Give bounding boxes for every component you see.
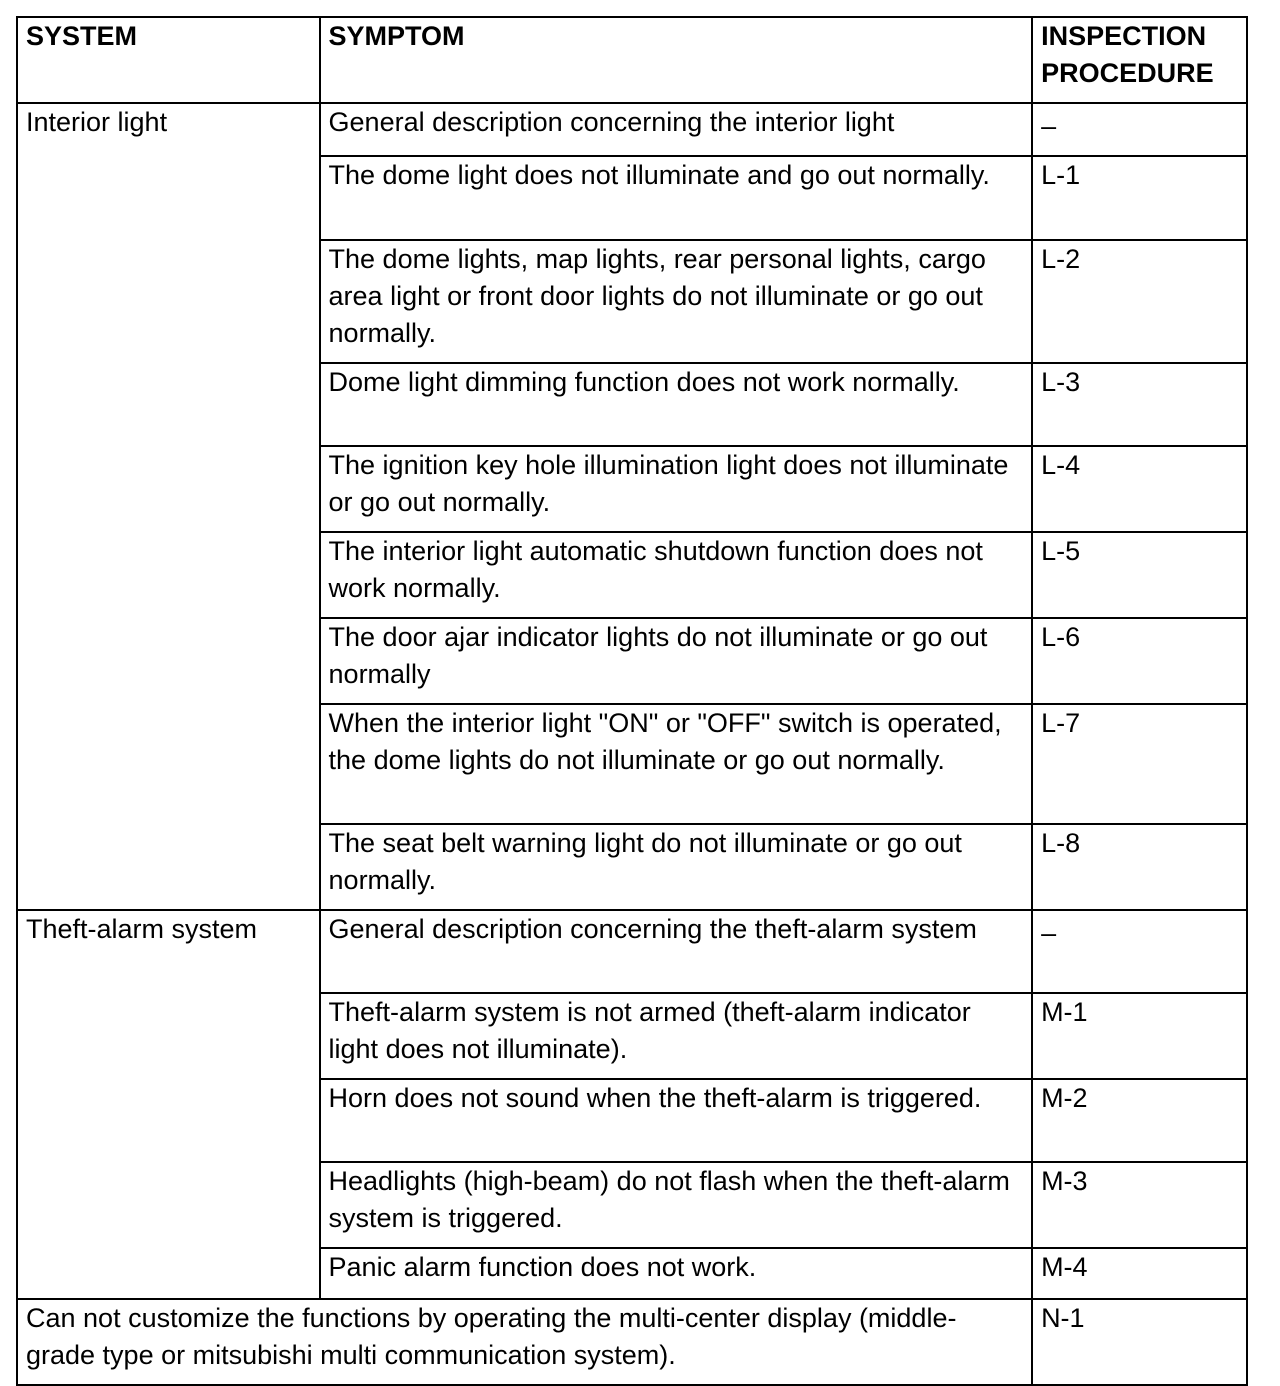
header-row: [17, 17, 1247, 103]
procedure-cell: –: [1032, 103, 1247, 156]
procedure-cell: L-3: [1032, 363, 1247, 446]
procedure-cell: M-3: [1032, 1162, 1247, 1248]
procedure-cell: N-1: [1032, 1299, 1247, 1385]
procedure-cell: L-6: [1032, 618, 1247, 704]
procedure-cell: L-1: [1032, 156, 1247, 240]
symptom-cell: Headlights (high-beam) do not flash when the theft-alarm system is triggered.: [320, 1162, 1033, 1248]
procedure-cell: L-7: [1032, 704, 1247, 824]
symptom-cell: Panic alarm function does not work.: [320, 1248, 1033, 1299]
symptom-cell: Horn does not sound when the theft-alarm is triggered.: [320, 1079, 1033, 1162]
symptom-cell: The ignition key hole illumination light does not illuminate or go out normally.: [320, 446, 1033, 532]
header-system: SYSTEM: [17, 17, 320, 103]
header-procedure: [1032, 17, 1247, 103]
procedure-cell: M-2: [1032, 1079, 1247, 1162]
symptom-cell: The door ajar indicator lights do not illuminate or go out normally: [320, 618, 1033, 704]
symptom-cell-customize: Can not customize the functions by operating the multi-center display (middle-grade type or mitsubishi multi communication system).: [17, 1299, 1032, 1385]
symptom-cell: The seat belt warning light do not illuminate or go out normally.: [320, 824, 1033, 910]
system-cell-interior-light: Interior light: [17, 103, 320, 910]
procedure-cell: M-4: [1032, 1248, 1247, 1299]
procedure-cell: L-5: [1032, 532, 1247, 618]
symptom-cell: When the interior light "ON" or "OFF" switch is operated, the dome lights do not illuminate or go out normally.: [320, 704, 1033, 824]
header-symptom: SYMPTOM: [320, 17, 1033, 103]
table-row: [17, 910, 1247, 993]
table-row: [17, 1299, 1247, 1385]
header-procedure-line1: INSPECTION: [1041, 21, 1207, 51]
system-cell-theft-alarm: Theft-alarm system: [17, 910, 320, 1299]
procedure-cell: L-8: [1032, 824, 1247, 910]
symptom-cell: The dome light does not illuminate and go out normally.: [320, 156, 1033, 240]
header-procedure-line2: PROCEDURE: [1041, 58, 1214, 88]
procedure-cell: –: [1032, 910, 1247, 993]
symptom-cell: General description concerning the interior light: [320, 103, 1033, 156]
inspection-table: [16, 16, 1248, 1386]
table-row: [17, 103, 1247, 156]
procedure-cell: M-1: [1032, 993, 1247, 1079]
symptom-cell: General description concerning the theft-alarm system: [320, 910, 1033, 993]
symptom-cell: Dome light dimming function does not work normally.: [320, 363, 1033, 446]
procedure-cell: L-4: [1032, 446, 1247, 532]
procedure-cell: L-2: [1032, 240, 1247, 363]
symptom-cell: The interior light automatic shutdown function does not work normally.: [320, 532, 1033, 618]
symptom-cell: The dome lights, map lights, rear personal lights, cargo area light or front door lights do not illuminate or go out normally.: [320, 240, 1033, 363]
symptom-cell: Theft-alarm system is not armed (theft-alarm indicator light does not illuminate).: [320, 993, 1033, 1079]
